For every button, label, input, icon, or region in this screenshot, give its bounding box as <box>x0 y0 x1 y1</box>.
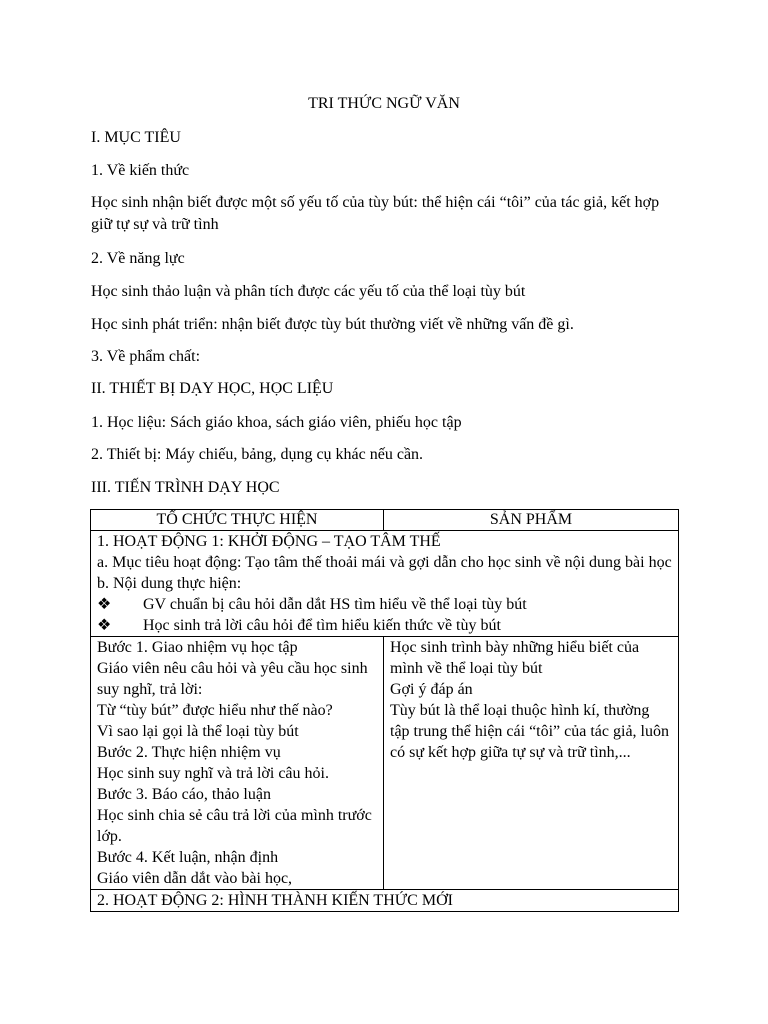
product-text-1: Học sinh trình bày những hiểu biết của mình về thể loại tùy bút <box>390 639 640 677</box>
section-heading-equipment: II. THIẾT BỊ DẠY HỌC, HỌC LIỆU <box>91 380 334 397</box>
diamond-bullet-icon: ❖ <box>97 617 112 634</box>
product-answer-label: Gợi ý đáp án <box>390 681 473 698</box>
document-title: TRI THỨC NGỮ VĂN <box>308 95 460 112</box>
step1-text: Giáo viên nêu câu hỏi và yêu cầu học sinh suy nghĩ, trả lời: <box>97 660 368 698</box>
diamond-bullet-icon: ❖ <box>97 596 112 613</box>
step2-label: Bước 2. Thực hiện nhiệm vụ <box>97 744 281 761</box>
activity1-row <box>91 531 679 637</box>
activity1-cell <box>91 531 679 637</box>
step2-text: Học sinh suy nghĩ và trả lời câu hỏi. <box>97 765 329 782</box>
bullet-text: Học sinh trả lời câu hỏi để tìm hiểu kiến thức về tùy bút <box>143 617 501 634</box>
section-heading-objectives: I. MỤC TIÊU <box>91 129 181 146</box>
header-organization: TỔ CHỨC THỰC HIỆN <box>91 510 384 531</box>
product-cell <box>384 637 679 890</box>
steps-cell <box>91 637 384 890</box>
subheading-competence: 2. Về năng lực <box>91 250 185 267</box>
activity1-title: 1. HOẠT ĐỘNG 1: KHỞI ĐỘNG – TẠO TÂM THẾ <box>97 533 441 550</box>
activity1-goal: a. Mục tiêu hoạt động: Tạo tâm thế thoải mái và gợi dẫn cho học sinh về nội dung bài học <box>97 554 672 571</box>
list-item <box>97 615 672 636</box>
step1-label: Bước 1. Giao nhiệm vụ học tập <box>97 639 298 656</box>
knowledge-text: Học sinh nhận biết được một số yếu tố của tùy bút: thể hiện cái “tôi” của tác giả, kết hợp giữ tự sự và trữ tình <box>91 194 660 233</box>
competence-text-2: Học sinh phát triển: nhận biết được tùy bút thường viết về những vấn đề gì. <box>91 316 574 333</box>
section-heading-process: III. TIẾN TRÌNH DẠY HỌC <box>91 479 280 496</box>
product-answer-text: Tùy bút là thể loại thuộc hình kí, thường tập trung thể hiện cái “tôi” của tác giả, luôn có sự kết hợp giữa tự sự và trữ tình,... <box>390 702 669 761</box>
header-product: SẢN PHẨM <box>384 510 679 531</box>
table-header-row <box>91 510 679 531</box>
question-2: Vì sao lại gọi là thể loại tùy bút <box>97 723 299 740</box>
equipment-item-materials: 1. Học liệu: Sách giáo khoa, sách giáo viên, phiếu học tập <box>91 414 462 431</box>
activity2-title: 2. HOẠT ĐỘNG 2: HÌNH THÀNH KIẾN THỨC MỚI <box>91 890 679 912</box>
subheading-knowledge: 1. Về kiến thức <box>91 162 190 179</box>
step3-label: Bước 3. Báo cáo, thảo luận <box>97 786 271 803</box>
step3-text: Học sinh chia sẻ câu trả lời của mình trước lớp. <box>97 807 372 845</box>
activity2-row <box>91 890 679 912</box>
bullet-text: GV chuẩn bị câu hỏi dẫn dắt HS tìm hiểu về thể loại tùy bút <box>143 596 527 613</box>
step4-label: Bước 4. Kết luận, nhận định <box>97 849 279 866</box>
list-item <box>97 594 672 615</box>
competence-text-1: Học sinh thảo luận và phân tích được các yếu tố của thể loại tùy bút <box>91 283 526 300</box>
question-1: Từ “tùy bút” được hiểu như thế nào? <box>97 702 333 719</box>
step4-text: Giáo viên dẫn dắt vào bài học, <box>97 870 293 887</box>
lesson-table <box>90 509 679 912</box>
steps-row <box>91 637 679 890</box>
equipment-item-devices: 2. Thiết bị: Máy chiếu, bảng, dụng cụ khác nếu cần. <box>91 446 424 463</box>
activity1-content-label: b. Nội dung thực hiện: <box>97 575 242 592</box>
subheading-qualities: 3. Về phẩm chất: <box>91 348 201 365</box>
